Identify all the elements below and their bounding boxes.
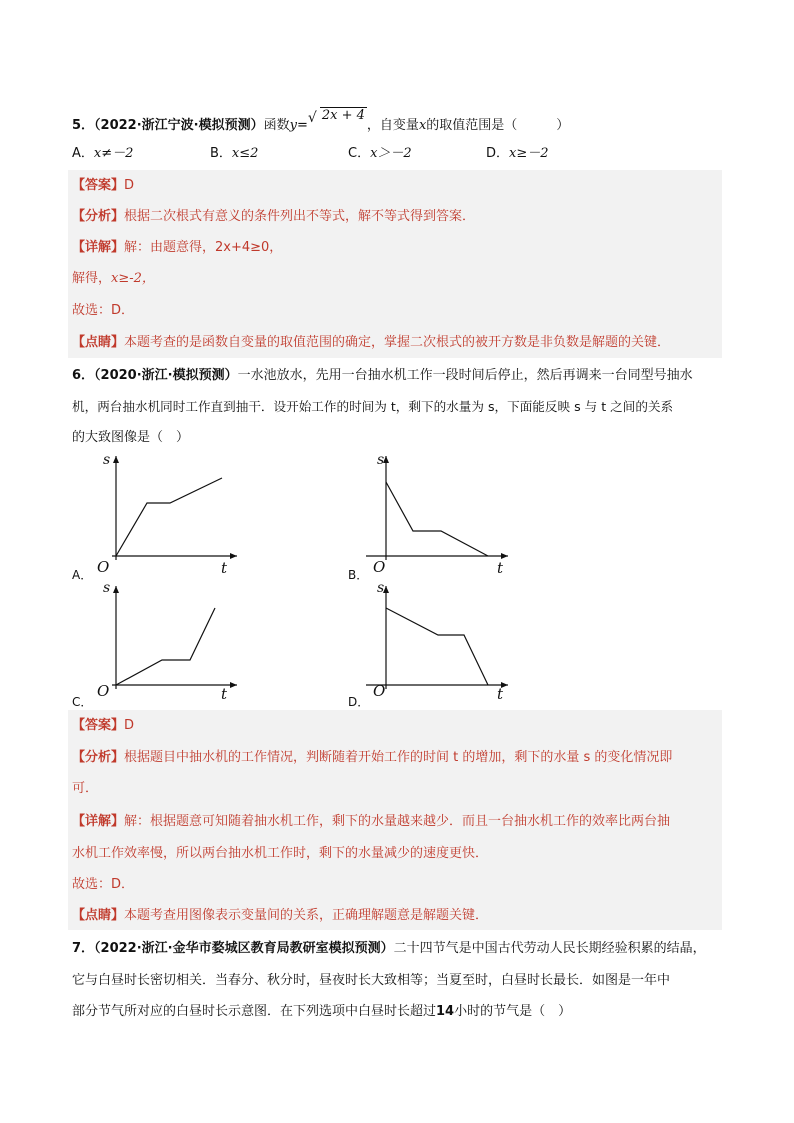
graph-b-origin: O xyxy=(373,558,386,576)
q5-number: 5． xyxy=(72,118,95,133)
graph-d xyxy=(366,580,516,710)
q5-var-x: x xyxy=(418,118,427,133)
graph-a-x-arrow xyxy=(230,553,237,559)
graph-c-t: t xyxy=(221,685,228,703)
graph-c xyxy=(92,580,242,710)
q7-number: 7． xyxy=(72,941,95,956)
q5-conclusion: 故选：D． xyxy=(72,303,135,318)
graph-a-origin: O xyxy=(97,558,110,576)
q7-source: （2022·浙江·金华市婺城区教育局教研室模拟预测） xyxy=(94,941,394,956)
q5-detail-1: 【详解】解：由题意得，2x+4≥0， xyxy=(72,240,283,255)
q6-comment: 【点睛】本题考查用图像表示变量间的关系，正确理解题意是解题关键． xyxy=(72,908,489,923)
q6-answer: 【答案】D xyxy=(72,718,135,733)
q5-func-eq: = xyxy=(296,118,308,133)
q6-detail-1: 【详解】解：根据题意可知随着抽水机工作，剩下的水量越来越少．而且一台抽水机工作的效率比两台抽 xyxy=(72,814,671,829)
q6-stem-2: 机，两台抽水机同时工作直到抽干．设开始工作的时间为 t，剩下的水量为 s，下面能反映 s 与 t 之间的关系 xyxy=(72,399,674,414)
graph-b-s: s xyxy=(377,452,385,468)
q5-stem-post: ，自变量 xyxy=(366,118,419,133)
graph-d-curve xyxy=(386,608,488,685)
q5-sqrt: √ 2x + 4 xyxy=(307,108,365,126)
q6-analysis-1: 【分析】根据题目中抽水机的工作情况，判断随着开始工作的时间 t 的增加，剩下的水量 s 的变化情况即 xyxy=(72,750,673,765)
graph-c-s: s xyxy=(103,580,111,596)
graph-b-label[interactable]: B． xyxy=(348,568,369,582)
graph-d-origin: O xyxy=(373,682,386,700)
graph-d-t: t xyxy=(497,685,504,703)
q6-stem-3: 的大致图像是（ ） xyxy=(72,430,190,445)
q5-option-b[interactable]: B．x≤2 xyxy=(210,146,259,161)
q5-solution-block xyxy=(68,170,722,358)
q7-stem-2: 它与白昼时长密切相关．当春分、秋分时，昼夜时长大致相等；当夏至时，白昼时长最长．如图是一年中 xyxy=(72,973,671,988)
graph-d-s: s xyxy=(377,580,385,596)
graph-a-label[interactable]: A． xyxy=(72,568,93,582)
q5-option-c[interactable]: C．x＞－2 xyxy=(348,146,412,161)
q5-source: （2022·浙江宁波·模拟预测） xyxy=(94,118,264,133)
graph-a-y-arrow xyxy=(113,456,119,463)
q6-source: （2020·浙江·模拟预测） xyxy=(94,368,238,383)
q7-stem-1: 7．（2022·浙江·金华市婺城区教育局教研室模拟预测）二十四节气是中国古代劳动人民长期经验积累的结晶， xyxy=(72,941,706,956)
graph-a-s: s xyxy=(103,452,111,468)
q5-detail-2: 解得，x≥-2， xyxy=(72,271,155,286)
q7-stem-3: 部分节气所对应的白昼时长示意图．在下列选项中白昼时长超过14小时的节气是（ ） xyxy=(72,1004,572,1019)
q5-comment: 【点睛】本题考查的是函数自变量的取值范围的确定，掌握二次根式的被开方数是非负数是解题的关键． xyxy=(72,335,671,350)
q6-stem-1: 6．（2020·浙江·模拟预测）一水池放水，先用一台抽水机工作一段时间后停止，然后再调来一台同型号抽水 xyxy=(72,368,693,383)
q6-number: 6． xyxy=(72,368,95,383)
q5-stem xyxy=(72,108,570,135)
q5-answer: 【答案】D xyxy=(72,178,135,193)
graph-a xyxy=(92,450,242,580)
q5-stem-pre: 函数 xyxy=(263,118,290,133)
q6-detail-2: 水机工作效率慢，所以两台抽水机工作时，剩下的水量减少的速度更快． xyxy=(72,846,489,861)
q5-analysis: 【分析】根据二次根式有意义的条件列出不等式，解不等式得到答案． xyxy=(72,209,476,224)
graph-d-label[interactable]: D． xyxy=(348,695,370,709)
q5-option-d[interactable]: D．x≥－2 xyxy=(486,146,549,161)
graph-a-curve xyxy=(116,478,222,556)
graph-b xyxy=(366,450,516,580)
graph-c-label[interactable]: C． xyxy=(72,695,93,709)
graph-b-t: t xyxy=(497,559,504,577)
graph-a-t: t xyxy=(221,559,228,577)
graph-c-x-arrow xyxy=(230,682,237,688)
q5-option-a[interactable]: A．x≠－2 xyxy=(72,146,134,161)
q5-func-y: y xyxy=(289,118,297,133)
graph-c-y-arrow xyxy=(113,586,119,593)
graph-c-curve xyxy=(116,608,215,685)
graph-b-curve xyxy=(386,482,488,556)
graph-c-origin: O xyxy=(97,682,110,700)
q6-conclusion: 故选：D． xyxy=(72,877,135,892)
q6-analysis-2: 可． xyxy=(72,781,99,796)
q5-stem-end: 的取值范围是（ ） xyxy=(426,118,570,133)
q5-sqrt-expr: 2x + 4 xyxy=(321,108,365,123)
